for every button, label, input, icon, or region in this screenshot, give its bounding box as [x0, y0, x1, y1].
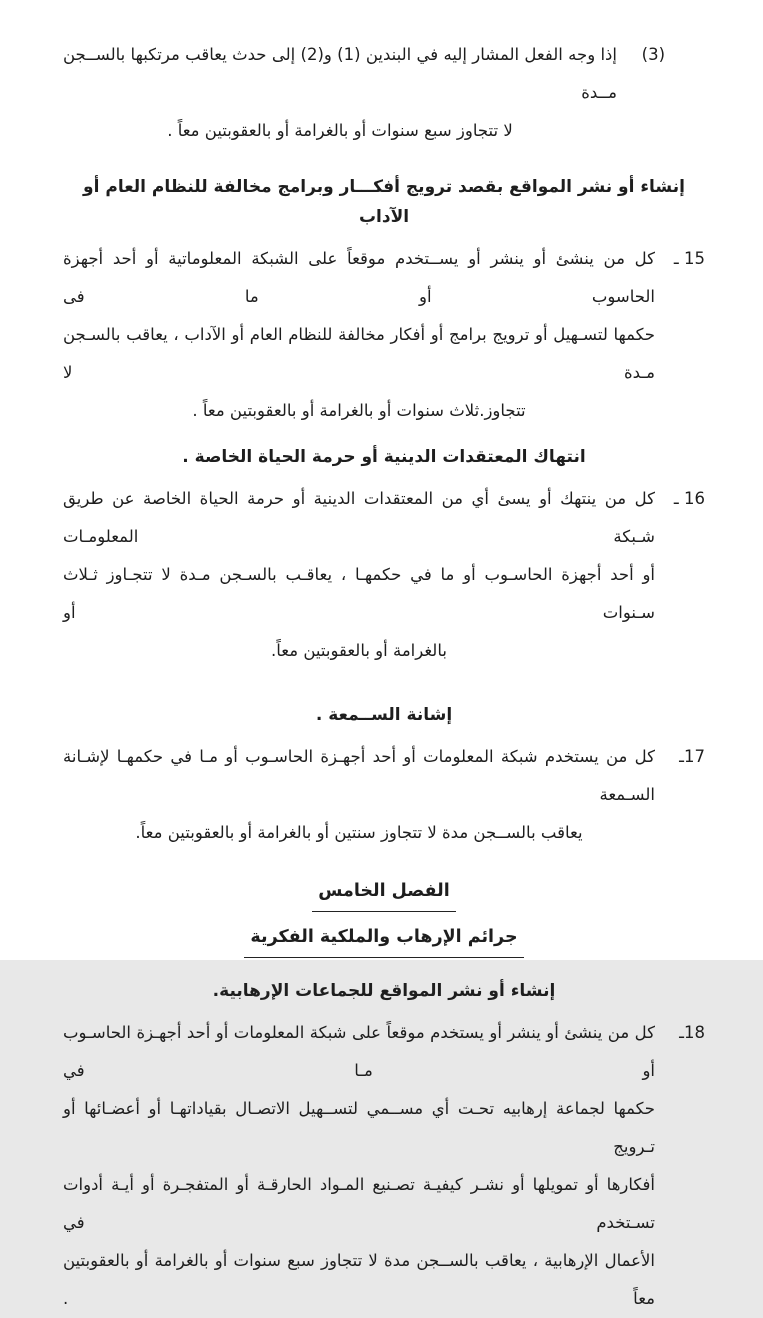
chapter-5-title — [63, 878, 705, 958]
chapter-5-name: الفصل الخامس — [312, 878, 455, 912]
article-15-line-2: حكمها لتسـهيل أو ترويج برامج أو أفكار مخالفة للنظام العام أو الآداب ، يعاقب بالسـجن مـدة لا — [63, 325, 655, 382]
article-15-body — [63, 240, 655, 430]
clause-3-line-1: إذا وجه الفعل المشار إليه في البندين (1) و(2) إلى حدث يعاقب مرتكبها بالســجن مــدة — [63, 45, 617, 102]
chapter-5-title-line-1 — [63, 878, 705, 912]
article-18-number: 18ـ — [679, 1023, 705, 1042]
article-15-line-3: تتجاوز.ثلاث سنوات أو بالغرامة أو بالعقوبتين معاً . — [192, 401, 526, 420]
article-17-line-2: يعاقب بالســجن مدة لا تتجاوز سنتين أو بالغرامة أو بالعقوبتين معاً. — [135, 823, 583, 842]
article-16-number: 16 ـ — [673, 489, 705, 508]
article-17-number: 17ـ — [679, 747, 705, 766]
chapter-5-title-line-2 — [63, 924, 705, 958]
section-heading-terrorist-sites: إنشاء أو نشر المواقع للجماعات الإرهابية. — [212, 981, 556, 1001]
section-heading-religious-beliefs: انتهاك المعتقدات الدينية أو حرمة الحياة الخاصة . — [182, 447, 586, 467]
clause-3-number: (3) — [641, 45, 665, 64]
article-17-line-1: كل من يستخدم شبكة المعلومات أو أحد أجهـزة الحاسـوب أو مـا في حكمهـا لإشـانة السـمعة — [63, 747, 655, 804]
article-15-number: 15 ـ — [673, 249, 705, 268]
article-18-line-4: الأعمال الإرهابية ، يعاقب بالســجن مدة لا تتجاوز سبع سنوات أو بالغرامة أو بالعقوبتين معاً . — [63, 1251, 655, 1308]
article-15-line-1: كل من ينشئ أو ينشر أو يســتخدم موقعاً على الشبكة المعلوماتية أو أحد أجهزة الحاسوب أو ما فى — [63, 249, 655, 306]
chapter-5-subject: جرائم الإرهاب والملكية الفكرية — [244, 924, 523, 958]
clause-3-line-2: لا تتجاوز سبع سنوات أو بالغرامة أو بالعقوبتين معاً . — [167, 121, 513, 140]
article-18-line-1: كل من ينشئ أو ينشر أو يستخدم موقعاً على شبكة المعلومات أو أحد أجهـزة الحاسـوب أو مـا في — [63, 1023, 655, 1080]
article-16-line-2: أو أحد أجهزة الحاسـوب أو ما في حكمهـا ، يعاقـب بالسـجن مـدة لا تتجـاوز ثـلاث سـنوات أو — [63, 565, 655, 622]
section-heading-public-order: إنشاء أو نشر المواقع بقصد ترويج أفكـــار وبرامج مخالفة للنظام العام أو الآداب — [83, 177, 685, 227]
article-16-body — [63, 480, 655, 670]
article-16-line-3: بالغرامة أو بالعقوبتين معاً. — [271, 641, 447, 660]
clause-3 — [63, 36, 665, 150]
section-heading-defamation: إشانة الســمعة . — [315, 705, 453, 725]
clause-3-body — [63, 36, 617, 150]
article-18-body — [63, 1014, 655, 1318]
article-16-line-1: كل من ينتهك أو يسئ أي من المعتقدات الدينية أو حرمة الحياة الخاصة عن طريق شـبكة المعلومـات — [63, 489, 655, 546]
article-18-line-3: أفكارها أو تمويلها أو نشـر كيفيـة تصـنيع المـواد الحارقـة أو المتفجـرة أو أيـة أدوات تسـتخدم في — [63, 1175, 655, 1232]
article-17 — [63, 738, 705, 852]
article-16 — [63, 480, 705, 670]
article-15 — [63, 240, 705, 430]
article-18 — [63, 1014, 705, 1318]
article-18-line-2: حكمها لجماعة إرهابيه تحـت أي مســمي لتســهيل الاتصـال بقياداتهـا أو أعضـائها أو تـرويج — [63, 1099, 655, 1156]
article-17-body — [63, 738, 655, 852]
